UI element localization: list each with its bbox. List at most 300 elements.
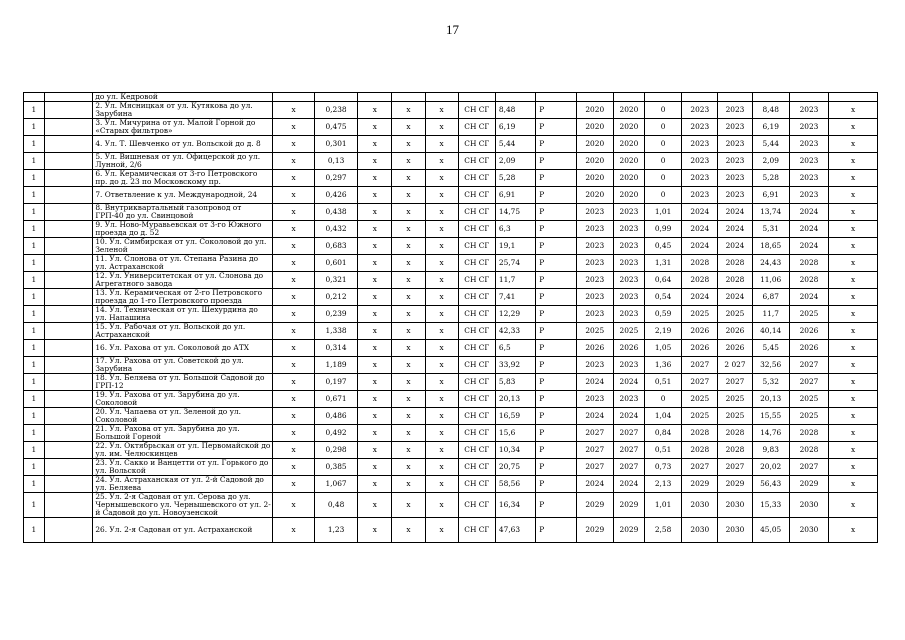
cell-value: 45,05 — [752, 518, 789, 543]
cell-empty — [44, 204, 93, 221]
cell-section: 1 — [24, 102, 45, 119]
cell-year: 2023 — [576, 255, 613, 272]
table-row — [24, 391, 878, 408]
cell-year: 2025 — [789, 306, 828, 323]
cell-mark: x — [358, 221, 392, 238]
cell-mark: x — [358, 272, 392, 289]
cell-year: 2024 — [576, 374, 613, 391]
cell-section: 1 — [24, 238, 45, 255]
cell-year: 2023 — [789, 136, 828, 153]
cell-name: до ул. Кедровой — [93, 93, 273, 102]
cell-value: 18,65 — [752, 238, 789, 255]
cell-mark: x — [273, 289, 314, 306]
cell-year: 2030 — [718, 493, 752, 518]
cell-mark: x — [273, 442, 314, 459]
cell-currency: Р — [536, 493, 576, 518]
cell-mark: x — [425, 442, 458, 459]
cell-value: 14,76 — [752, 425, 789, 442]
cell-year: 2024 — [613, 374, 644, 391]
cell-mark: x — [273, 323, 314, 340]
cell-empty — [752, 93, 789, 102]
cell-cost: 8,48 — [495, 102, 535, 119]
cell-year: 2028 — [718, 425, 752, 442]
cell-year: 2023 — [613, 255, 644, 272]
cell-value: 1,01 — [644, 204, 681, 221]
cell-value: 13,74 — [752, 204, 789, 221]
cell-mark: x — [392, 136, 425, 153]
cell-year: 2024 — [682, 289, 718, 306]
cell-year: 2023 — [789, 153, 828, 170]
cell-mark: x — [425, 459, 458, 476]
cell-empty — [44, 136, 93, 153]
cell-currency: Р — [536, 102, 576, 119]
cell-empty — [273, 93, 314, 102]
cell-empty — [44, 221, 93, 238]
cell-length: 0,298 — [314, 442, 357, 459]
cell-year: 2025 — [789, 391, 828, 408]
cell-empty — [44, 93, 93, 102]
cell-cost: 12,29 — [495, 306, 535, 323]
cell-year: 2023 — [576, 357, 613, 374]
cell-year: 2024 — [718, 204, 752, 221]
cell-year: 2026 — [718, 340, 752, 357]
cell-cost: 14,75 — [495, 204, 535, 221]
cell-source: СН СГ — [458, 442, 495, 459]
cell-year: 2023 — [682, 170, 718, 187]
cell-mark: x — [273, 153, 314, 170]
table-row — [24, 187, 878, 204]
cell-currency: Р — [536, 357, 576, 374]
cell-empty — [44, 306, 93, 323]
cell-length: 0,301 — [314, 136, 357, 153]
cell-value: 24,43 — [752, 255, 789, 272]
cell-mark: x — [273, 425, 314, 442]
cell-year: 2025 — [718, 391, 752, 408]
cell-cost: 42,33 — [495, 323, 535, 340]
cell-cost: 16,59 — [495, 408, 535, 425]
cell-cost: 16,34 — [495, 493, 535, 518]
cell-currency: Р — [536, 136, 576, 153]
page-number: 17 — [446, 22, 459, 37]
cell-year: 2023 — [613, 306, 644, 323]
table-row — [24, 425, 878, 442]
cell-source: СН СГ — [458, 425, 495, 442]
cell-section: 1 — [24, 153, 45, 170]
cell-name: 24. Ул. Астраханская от ул. 2-й Садовой до ул. Беляева — [93, 476, 273, 493]
cell-length: 0,601 — [314, 255, 357, 272]
cell-empty — [789, 93, 828, 102]
cell-value: 0,51 — [644, 442, 681, 459]
cell-mark: x — [829, 238, 878, 255]
cell-value: 6,91 — [752, 187, 789, 204]
cell-cost: 15,6 — [495, 425, 535, 442]
cell-year: 2023 — [613, 204, 644, 221]
cell-year: 2024 — [613, 408, 644, 425]
cell-value: 0,99 — [644, 221, 681, 238]
cell-year: 2024 — [682, 204, 718, 221]
cell-currency: Р — [536, 255, 576, 272]
cell-mark: x — [358, 408, 392, 425]
cell-year: 2023 — [682, 187, 718, 204]
cell-empty — [44, 425, 93, 442]
table-row — [24, 153, 878, 170]
cell-length: 1,067 — [314, 476, 357, 493]
cell-mark: x — [425, 272, 458, 289]
cell-mark: x — [829, 306, 878, 323]
cell-mark: x — [392, 289, 425, 306]
cell-year: 2023 — [576, 238, 613, 255]
cell-currency: Р — [536, 187, 576, 204]
cell-mark: x — [392, 442, 425, 459]
cell-section: 1 — [24, 391, 45, 408]
cell-currency: Р — [536, 272, 576, 289]
cell-name: 13. Ул. Керамическая от 2-го Петровского проезда до 1-го Петровского проезда — [93, 289, 273, 306]
cell-length: 0,683 — [314, 238, 357, 255]
cell-empty — [44, 391, 93, 408]
cell-year: 2027 — [613, 442, 644, 459]
cell-year: 2029 — [718, 476, 752, 493]
cell-mark: x — [392, 391, 425, 408]
cell-mark: x — [425, 518, 458, 543]
cell-year: 2024 — [789, 221, 828, 238]
cell-source: СН СГ — [458, 238, 495, 255]
cell-section: 1 — [24, 459, 45, 476]
cell-year: 2028 — [718, 255, 752, 272]
cell-value: 20,02 — [752, 459, 789, 476]
cell-year: 2020 — [576, 102, 613, 119]
cell-cost: 58,56 — [495, 476, 535, 493]
cell-year: 2023 — [718, 119, 752, 136]
cell-mark: x — [829, 374, 878, 391]
cell-name: 4. Ул. Т. Шевченко от ул. Вольской до д. 8 — [93, 136, 273, 153]
cell-length: 0,438 — [314, 204, 357, 221]
cell-year: 2028 — [682, 425, 718, 442]
cell-cost: 6,19 — [495, 119, 535, 136]
cell-mark: x — [392, 102, 425, 119]
cell-year: 2020 — [576, 153, 613, 170]
cell-name: 8. Внутриквартальный газопровод от ГРП-40 до ул. Свинцовой — [93, 204, 273, 221]
cell-value: 0 — [644, 187, 681, 204]
cell-length: 1,189 — [314, 357, 357, 374]
cell-mark: x — [425, 340, 458, 357]
cell-value: 0,84 — [644, 425, 681, 442]
cell-value: 2,09 — [752, 153, 789, 170]
cell-value: 56,43 — [752, 476, 789, 493]
cell-value: 15,33 — [752, 493, 789, 518]
cell-year: 2023 — [718, 136, 752, 153]
cell-year: 2025 — [682, 391, 718, 408]
cell-currency: Р — [536, 289, 576, 306]
cell-mark: x — [273, 493, 314, 518]
cell-year: 2026 — [682, 340, 718, 357]
cell-section: 1 — [24, 204, 45, 221]
cell-mark: x — [392, 221, 425, 238]
cell-value: 0,73 — [644, 459, 681, 476]
cell-length: 1,23 — [314, 518, 357, 543]
cell-mark: x — [829, 187, 878, 204]
cell-mark: x — [273, 476, 314, 493]
cell-year: 2030 — [682, 518, 718, 543]
cell-year: 2023 — [682, 136, 718, 153]
cell-year: 2025 — [576, 323, 613, 340]
cell-mark: x — [425, 102, 458, 119]
table-row-continuation — [24, 93, 878, 102]
cell-length: 0,238 — [314, 102, 357, 119]
cell-year: 2020 — [613, 153, 644, 170]
cell-section: 1 — [24, 340, 45, 357]
cell-year: 2023 — [789, 170, 828, 187]
cell-value: 2,19 — [644, 323, 681, 340]
cell-value: 5,44 — [752, 136, 789, 153]
cell-year: 2020 — [613, 136, 644, 153]
cell-year: 2028 — [789, 272, 828, 289]
cell-length: 0,426 — [314, 187, 357, 204]
cell-mark: x — [392, 272, 425, 289]
cell-value: 1,01 — [644, 493, 681, 518]
cell-year: 2023 — [718, 187, 752, 204]
cell-year: 2028 — [682, 442, 718, 459]
cell-mark: x — [425, 187, 458, 204]
cell-mark: x — [829, 476, 878, 493]
cell-length: 0,297 — [314, 170, 357, 187]
cell-mark: x — [273, 187, 314, 204]
cell-mark: x — [358, 493, 392, 518]
cell-length: 0,321 — [314, 272, 357, 289]
cell-year: 2023 — [613, 272, 644, 289]
cell-value: 40,14 — [752, 323, 789, 340]
cell-empty — [44, 374, 93, 391]
cell-year: 2023 — [576, 289, 613, 306]
cell-mark: x — [358, 425, 392, 442]
cell-mark: x — [273, 374, 314, 391]
cell-mark: x — [273, 204, 314, 221]
cell-currency: Р — [536, 170, 576, 187]
table-row — [24, 238, 878, 255]
cell-year: 2023 — [718, 170, 752, 187]
cell-year: 2030 — [789, 493, 828, 518]
cell-year: 2027 — [789, 374, 828, 391]
cell-mark: x — [425, 476, 458, 493]
cell-currency: Р — [536, 425, 576, 442]
cell-length: 0,212 — [314, 289, 357, 306]
cell-value: 0,45 — [644, 238, 681, 255]
cell-currency: Р — [536, 340, 576, 357]
cell-empty — [358, 93, 392, 102]
cell-year: 2023 — [718, 153, 752, 170]
cell-source: СН СГ — [458, 340, 495, 357]
cell-length: 0,432 — [314, 221, 357, 238]
cell-mark: x — [829, 357, 878, 374]
cell-currency: Р — [536, 442, 576, 459]
cell-mark: x — [425, 408, 458, 425]
cell-year: 2026 — [789, 340, 828, 357]
cell-mark: x — [273, 459, 314, 476]
cell-mark: x — [829, 289, 878, 306]
cell-empty — [314, 93, 357, 102]
cell-mark: x — [392, 518, 425, 543]
cell-length: 0,475 — [314, 119, 357, 136]
cell-year: 2027 — [718, 374, 752, 391]
cell-currency: Р — [536, 306, 576, 323]
cell-mark: x — [273, 102, 314, 119]
cell-empty — [425, 93, 458, 102]
cell-cost: 20,75 — [495, 459, 535, 476]
cell-source: СН СГ — [458, 136, 495, 153]
cell-year: 2020 — [613, 170, 644, 187]
cell-name: 22. Ул. Октябрьская от ул. Первомайской до ул. им. Челюскинцев — [93, 442, 273, 459]
cell-name: 9. Ул. Ново-Муравьевская от 3-го Южного проезда до д. 52 — [93, 221, 273, 238]
cell-source: СН СГ — [458, 170, 495, 187]
gas-pipeline-table-container — [23, 92, 878, 543]
cell-year: 2024 — [789, 204, 828, 221]
cell-year: 2023 — [718, 102, 752, 119]
cell-empty — [24, 93, 45, 102]
cell-empty — [44, 408, 93, 425]
cell-mark: x — [392, 306, 425, 323]
cell-mark: x — [829, 518, 878, 543]
cell-name: 20. Ул. Чапаева от ул. Зеленой до ул. Соколовой — [93, 408, 273, 425]
cell-year: 2026 — [576, 340, 613, 357]
cell-currency: Р — [536, 323, 576, 340]
cell-mark: x — [829, 459, 878, 476]
cell-name: 26. Ул. 2-я Садовая от ул. Астраханской — [93, 518, 273, 543]
table-row — [24, 119, 878, 136]
cell-year: 2027 — [613, 459, 644, 476]
cell-year: 2029 — [613, 518, 644, 543]
cell-cost: 11,7 — [495, 272, 535, 289]
cell-mark: x — [829, 408, 878, 425]
cell-mark: x — [273, 238, 314, 255]
cell-mark: x — [273, 391, 314, 408]
cell-year: 2027 — [682, 459, 718, 476]
cell-cost: 25,74 — [495, 255, 535, 272]
cell-mark: x — [829, 170, 878, 187]
cell-year: 2026 — [718, 323, 752, 340]
cell-year: 2023 — [576, 306, 613, 323]
cell-cost: 5,83 — [495, 374, 535, 391]
cell-currency: Р — [536, 119, 576, 136]
cell-mark: x — [392, 493, 425, 518]
cell-source: СН СГ — [458, 357, 495, 374]
cell-mark: x — [392, 357, 425, 374]
cell-length: 0,197 — [314, 374, 357, 391]
cell-name: 19. Ул. Рахова от ул. Зарубина до ул. Соколовой — [93, 391, 273, 408]
cell-mark: x — [273, 136, 314, 153]
cell-source: СН СГ — [458, 374, 495, 391]
cell-section: 1 — [24, 289, 45, 306]
cell-mark: x — [425, 170, 458, 187]
cell-year: 2027 — [789, 459, 828, 476]
cell-mark: x — [358, 518, 392, 543]
cell-mark: x — [425, 493, 458, 518]
cell-value: 0,54 — [644, 289, 681, 306]
cell-empty — [495, 93, 535, 102]
cell-year: 2023 — [789, 187, 828, 204]
cell-name: 6. Ул. Керамическая от 3-го Петровского пр. до д. 23 по Московскому пр. — [93, 170, 273, 187]
cell-year: 2025 — [613, 323, 644, 340]
gas-pipeline-table — [23, 92, 878, 543]
cell-year: 2027 — [682, 357, 718, 374]
cell-mark: x — [273, 357, 314, 374]
cell-mark: x — [273, 170, 314, 187]
cell-mark: x — [425, 238, 458, 255]
cell-mark: x — [273, 255, 314, 272]
cell-mark: x — [829, 493, 878, 518]
cell-mark: x — [425, 255, 458, 272]
cell-mark: x — [829, 323, 878, 340]
cell-cost: 7,41 — [495, 289, 535, 306]
cell-name: 17. Ул. Рахова от ул. Советской до ул. Зарубина — [93, 357, 273, 374]
cell-value: 5,32 — [752, 374, 789, 391]
cell-value: 0,51 — [644, 374, 681, 391]
cell-section: 1 — [24, 518, 45, 543]
cell-currency: Р — [536, 476, 576, 493]
cell-empty — [458, 93, 495, 102]
cell-year: 2024 — [682, 221, 718, 238]
cell-year: 2023 — [789, 119, 828, 136]
cell-mark: x — [358, 255, 392, 272]
cell-year: 2023 — [576, 272, 613, 289]
cell-section: 1 — [24, 357, 45, 374]
cell-section: 1 — [24, 374, 45, 391]
cell-year: 2020 — [613, 187, 644, 204]
cell-year: 2025 — [718, 306, 752, 323]
cell-mark: x — [358, 476, 392, 493]
cell-mark: x — [273, 340, 314, 357]
cell-name: 15. Ул. Рабочая от ул. Вольской до ул. Астраханской — [93, 323, 273, 340]
cell-mark: x — [358, 238, 392, 255]
cell-year: 2023 — [682, 102, 718, 119]
cell-year: 2023 — [682, 153, 718, 170]
cell-year: 2030 — [789, 518, 828, 543]
cell-source: СН СГ — [458, 221, 495, 238]
cell-year: 2020 — [576, 187, 613, 204]
cell-year: 2023 — [576, 221, 613, 238]
cell-length: 0,486 — [314, 408, 357, 425]
cell-empty — [44, 323, 93, 340]
cell-source: СН СГ — [458, 204, 495, 221]
cell-year: 2025 — [682, 306, 718, 323]
cell-currency: Р — [536, 518, 576, 543]
cell-year: 2020 — [613, 119, 644, 136]
cell-section: 1 — [24, 255, 45, 272]
cell-mark: x — [358, 119, 392, 136]
cell-year: 2026 — [682, 323, 718, 340]
cell-mark: x — [829, 102, 878, 119]
cell-mark: x — [425, 425, 458, 442]
cell-source: СН СГ — [458, 187, 495, 204]
cell-year: 2024 — [789, 289, 828, 306]
cell-currency: Р — [536, 408, 576, 425]
cell-empty — [44, 238, 93, 255]
cell-year: 2026 — [789, 323, 828, 340]
cell-value: 6,19 — [752, 119, 789, 136]
cell-section: 1 — [24, 136, 45, 153]
cell-year: 2028 — [718, 442, 752, 459]
cell-mark: x — [273, 272, 314, 289]
cell-mark: x — [273, 518, 314, 543]
cell-mark: x — [358, 170, 392, 187]
table-row — [24, 374, 878, 391]
cell-mark: x — [425, 119, 458, 136]
cell-mark: x — [425, 204, 458, 221]
cell-source: СН СГ — [458, 306, 495, 323]
table-row — [24, 255, 878, 272]
cell-empty — [44, 442, 93, 459]
cell-name: 3. Ул. Мичурина от ул. Малой Горной до «Старых фильтров» — [93, 119, 273, 136]
cell-year: 2028 — [789, 425, 828, 442]
cell-mark: x — [425, 289, 458, 306]
